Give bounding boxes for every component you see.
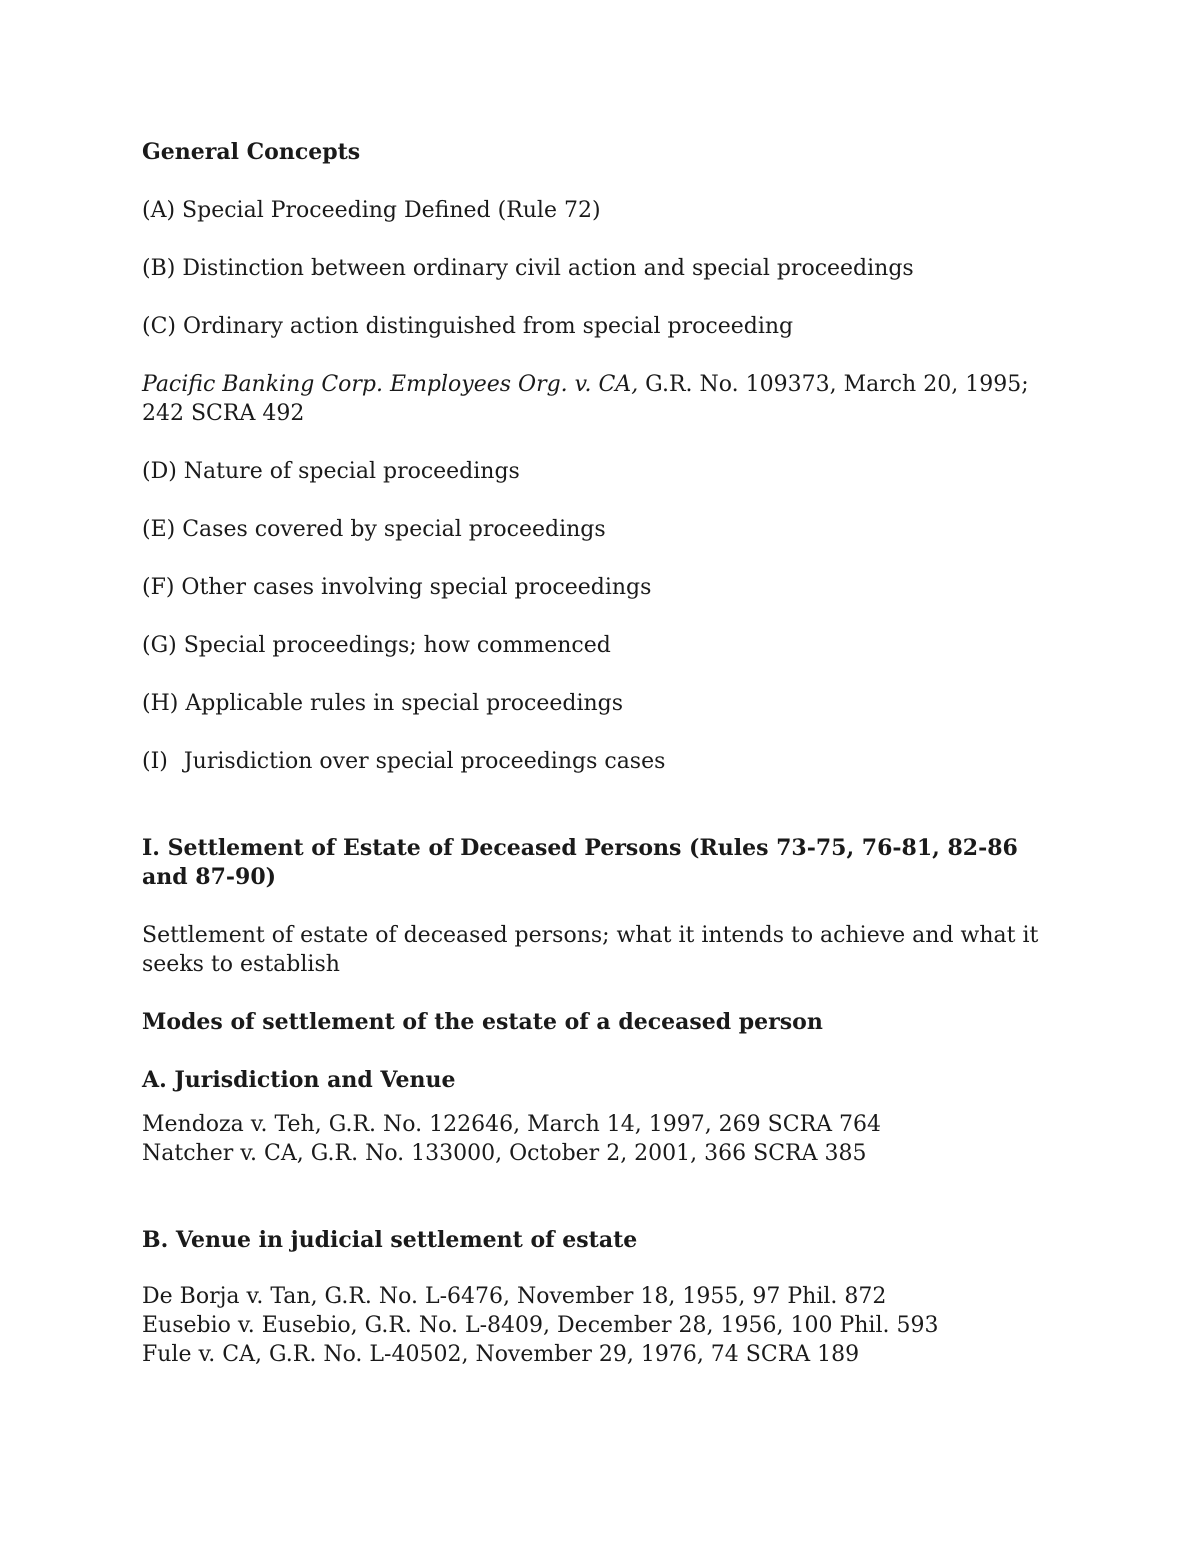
- outline-item-i: [142, 747, 1062, 776]
- case-citation: Eusebio v. Eusebio, G.R. No. L-8409, December 28, 1956, 100 Phil. 593: [142, 1313, 939, 1338]
- case-citation-pacific-banking: [142, 370, 1062, 428]
- case-citation: Natcher v. CA, G.R. No. 133000, October 2, 2001, 366 SCRA 385: [142, 1141, 867, 1166]
- section-one-heading: I. Settlement of Estate of Deceased Persons (Rules 73-75, 76-81, 82-86 and 87-90): [142, 835, 1018, 890]
- outline-item-b: (B) Distinction between ordinary civil action and special proceedings: [142, 256, 914, 281]
- outline-item-d: (D) Nature of special proceedings: [142, 459, 520, 484]
- outline-item-h: (H) Applicable rules in special proceedings: [142, 691, 624, 716]
- outline-item-f: (F) Other cases involving special proceedings: [142, 575, 652, 600]
- case-reference: G.R. No. 109373, March 20, 1995; 242 SCRA 492: [142, 372, 1029, 426]
- outline-item-e: (E) Cases covered by special proceedings: [142, 517, 606, 542]
- outline-item-i-text: Jurisdiction over special proceedings cases: [183, 749, 666, 774]
- document-page: [142, 138, 1062, 1369]
- case-citation: Mendoza v. Teh, G.R. No. 122646, March 14, 1997, 269 SCRA 764: [142, 1112, 882, 1137]
- outline-item-c: (C) Ordinary action distinguished from special proceeding: [142, 314, 794, 339]
- case-name: Pacific Banking Corp. Employees Org. v. CA,: [142, 372, 639, 397]
- venue-judicial-cases: [142, 1282, 1062, 1369]
- case-citation: De Borja v. Tan, G.R. No. L-6476, November 18, 1955, 97 Phil. 872: [142, 1284, 887, 1309]
- jurisdiction-venue-cases: [142, 1110, 1062, 1168]
- outline-item-a: (A) Special Proceeding Defined (Rule 72): [142, 198, 601, 223]
- outline-item-g: (G) Special proceedings; how commenced: [142, 633, 611, 658]
- modes-heading: Modes of settlement of the estate of a deceased person: [142, 1009, 823, 1035]
- venue-judicial-heading: B. Venue in judicial settlement of estate: [142, 1227, 638, 1253]
- section-one-intro: Settlement of estate of deceased persons; what it intends to achieve and what it seeks to establish: [142, 923, 1039, 977]
- case-citation: Fule v. CA, G.R. No. L-40502, November 29, 1976, 74 SCRA 189: [142, 1342, 860, 1367]
- jurisdiction-venue-heading: A. Jurisdiction and Venue: [142, 1067, 456, 1093]
- outline-item-i-label: (I): [142, 749, 168, 774]
- general-concepts-heading: General Concepts: [142, 139, 361, 165]
